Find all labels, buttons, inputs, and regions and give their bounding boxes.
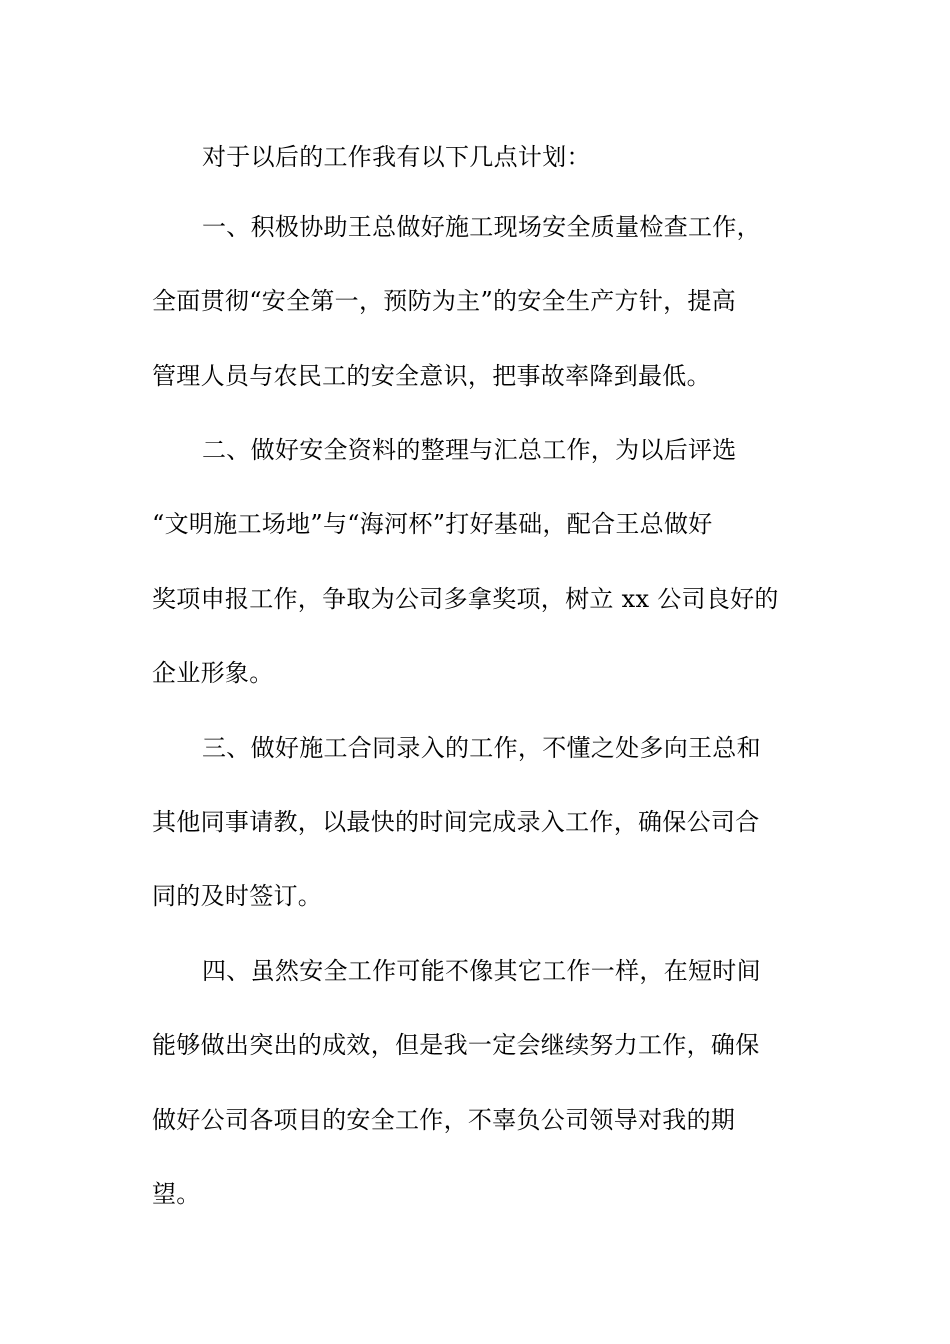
item-three-line-3: 同的及时签订。 (152, 882, 323, 910)
item-two-line-1: 二、做好安全资料的整理与汇总工作，为以后评选 (202, 436, 737, 464)
item-four-line-2: 能够做出突出的成效，但是我一定会继续努力工作，确保 (152, 1031, 760, 1059)
item-four-line-4: 望。 (152, 1180, 201, 1208)
item-one-line-3: 管理人员与农民工的安全意识，把事故率降到最低。 (152, 362, 711, 390)
item-two-line-3: 奖项申报工作，争取为公司多拿奖项，树立 xx 公司良好的 (152, 585, 779, 613)
item-three-line-2: 其他同事请教，以最快的时间完成录入工作，确保公司合 (152, 808, 760, 836)
intro-line: 对于以后的工作我有以下几点计划： (202, 143, 591, 171)
item-four-line-1: 四、虽然安全工作可能不像其它工作一样，在短时间 (202, 957, 761, 985)
item-three-line-1: 三、做好施工合同录入的工作，不懂之处多向王总和 (202, 734, 761, 762)
item-one-line-2: 全面贯彻“安全第一，预防为主”的安全生产方针，提高 (152, 287, 737, 315)
item-two-line-2: “文明施工场地”与“海河杯”打好基础，配合王总做好 (152, 510, 713, 538)
item-two-line-4: 企业形象。 (152, 659, 274, 687)
item-four-line-3: 做好公司各项目的安全工作，不辜负公司领导对我的期 (152, 1106, 736, 1134)
item-one-line-1: 一、积极协助王总做好施工现场安全质量检查工作， (202, 213, 761, 241)
